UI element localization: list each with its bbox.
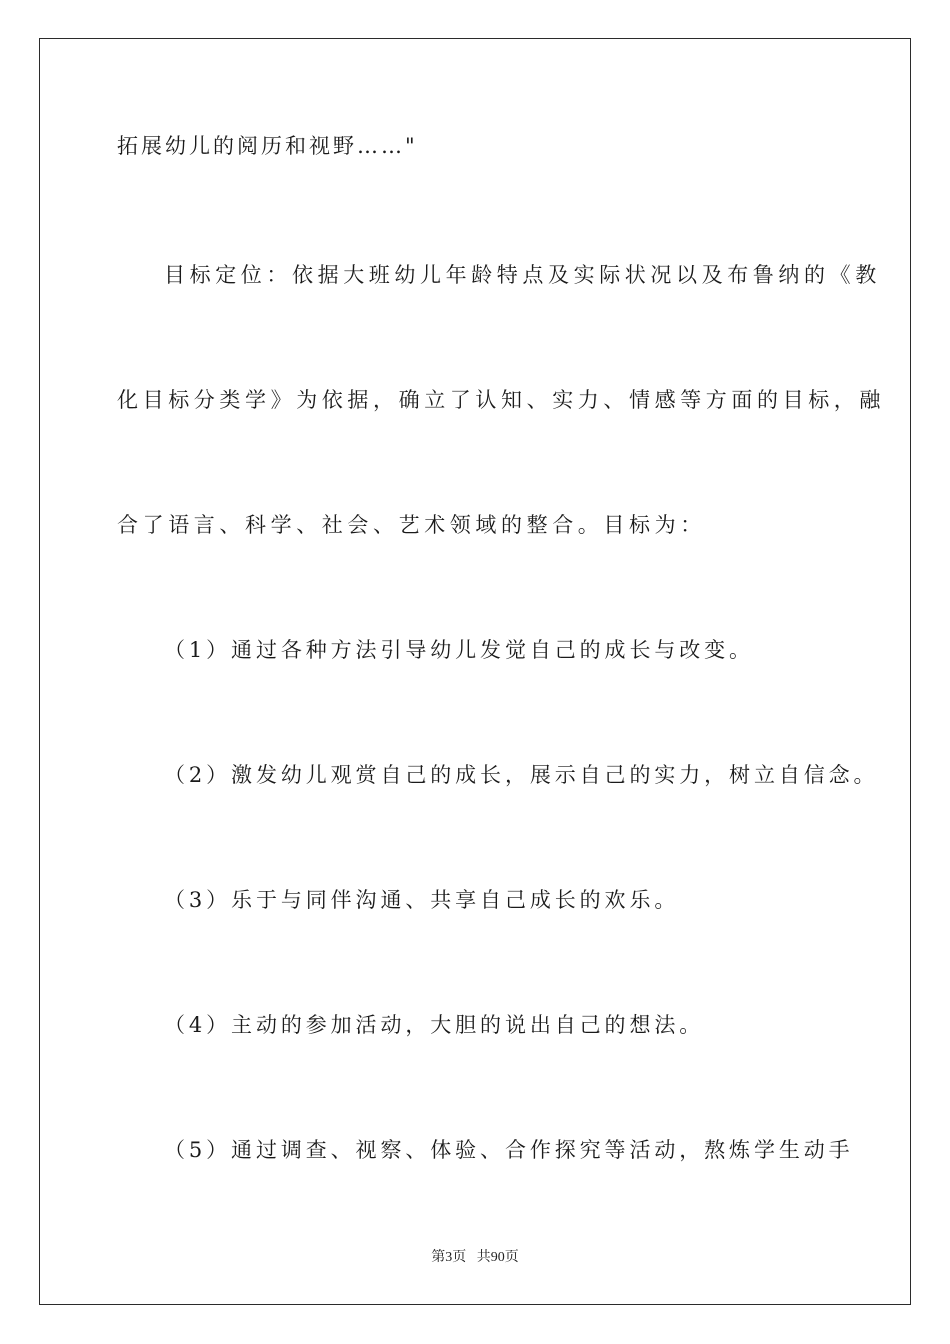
goal-item-4: （4）主动的参加活动，大胆的说出自己的想法。 [164,1013,705,1037]
text-line-1: 拓展幼儿的阅历和视野……" [117,134,418,158]
text-line-3: 化目标分类学》为依据，确立了认知、实力、情感等方面的目标，融 [117,388,885,412]
page-number-footer: 第3页 共90页 [431,1250,519,1265]
text-line-2: 目标定位：依据大班幼儿年龄特点及实际状况以及布鲁纳的《教 [164,263,881,287]
goal-item-1: （1）通过各种方法引导幼儿发觉自己的成长与改变。 [164,638,754,662]
text-line-4: 合了语言、科学、社会、艺术领域的整合。目标为： [117,513,706,537]
goal-item-3: （3）乐于与同伴沟通、共享自己成长的欢乐。 [164,888,680,912]
goal-item-2: （2）激发幼儿观赏自己的成长，展示自己的实力，树立自信念。 [164,763,879,787]
page-border [39,38,911,1305]
goal-item-5: （5）通过调查、视察、体验、合作探究等活动，熬炼学生动手 [164,1138,854,1162]
